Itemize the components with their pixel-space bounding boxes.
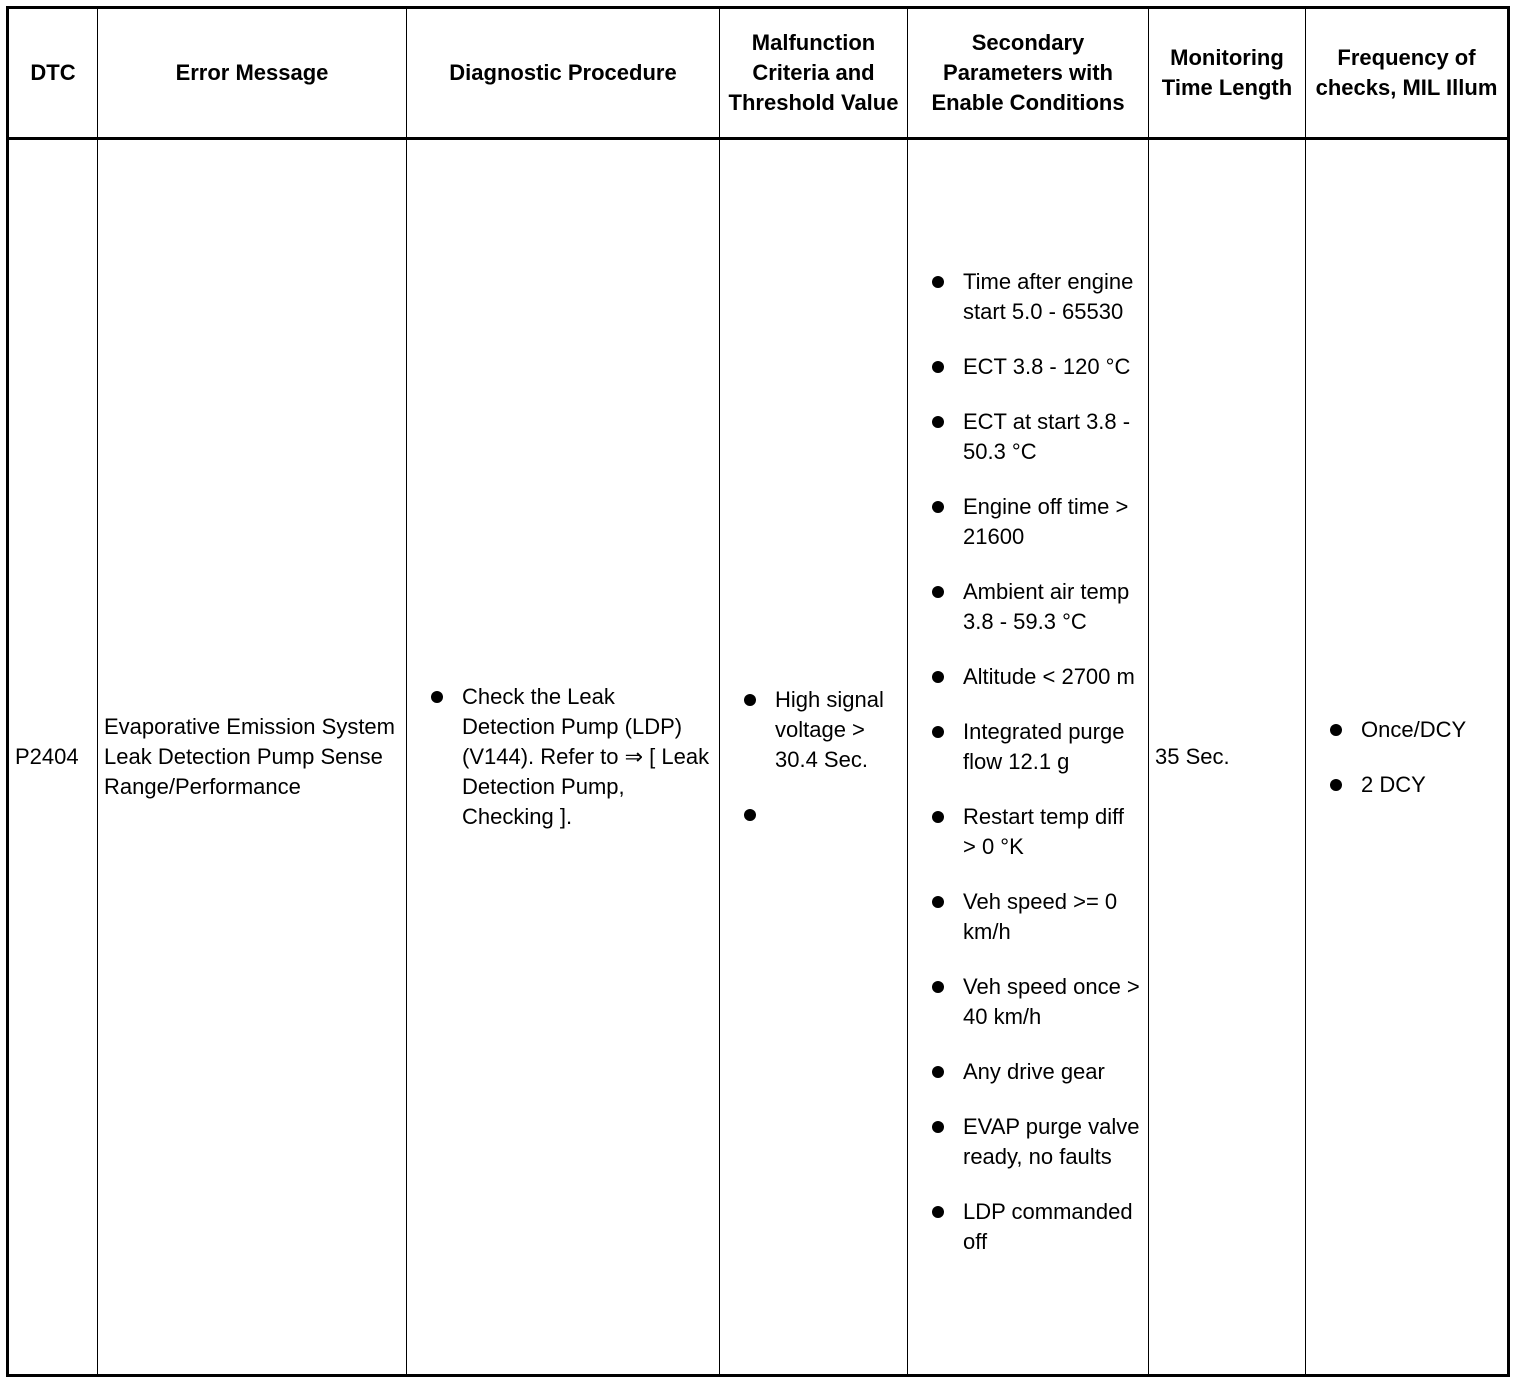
secondary-parameters-cell [908, 139, 1149, 1376]
header-error-message: Error Message [98, 8, 407, 139]
dtc-table [6, 6, 1510, 1377]
header-malfunction-criteria: Malfunction Criteria and Threshold Value [720, 8, 908, 139]
list-item [720, 800, 907, 830]
list-item: Once/DCY [1306, 715, 1507, 745]
header-dtc: DTC [8, 8, 98, 139]
list-item: 2 DCY [1306, 770, 1507, 800]
secondary-parameters-list [908, 267, 1148, 1257]
list-item: ECT 3.8 - 120 °C [908, 352, 1148, 382]
header-diagnostic-procedure: Diagnostic Procedure [407, 8, 720, 139]
list-item: Time after engine start 5.0 - 65530 [908, 267, 1148, 327]
diagnostic-procedure-list [407, 682, 719, 832]
malfunction-criteria-list [720, 685, 907, 830]
header-secondary-parameters: Secondary Parameters with Enable Conditions [908, 8, 1149, 139]
list-item: EVAP purge valve ready, no faults [908, 1112, 1148, 1172]
header-frequency: Frequency of checks, MIL Illum [1306, 8, 1509, 139]
frequency-list [1306, 715, 1507, 800]
list-item: Check the Leak Detection Pump (LDP) (V144). Refer to ⇒ [ Leak Detection Pump, Checking ]. [407, 682, 719, 832]
dtc-code: P2404 [8, 139, 98, 1376]
error-message: Evaporative Emission System Leak Detection Pump Sense Range/Performance [98, 139, 407, 1376]
list-item: Any drive gear [908, 1057, 1148, 1087]
header-monitoring-time: Monitoring Time Length [1149, 8, 1306, 139]
diagnostic-procedure-cell [407, 139, 720, 1376]
table-row [8, 139, 1509, 1376]
list-item: Ambient air temp 3.8 - 59.3 °C [908, 577, 1148, 637]
monitoring-time: 35 Sec. [1149, 139, 1306, 1376]
list-item: High signal voltage > 30.4 Sec. [720, 685, 907, 775]
list-item: Engine off time > 21600 [908, 492, 1148, 552]
list-item: Integrated purge flow 12.1 g [908, 717, 1148, 777]
list-item: Veh speed >= 0 km/h [908, 887, 1148, 947]
header-row [8, 8, 1509, 139]
list-item: LDP commanded off [908, 1197, 1148, 1257]
list-item: ECT at start 3.8 - 50.3 °C [908, 407, 1148, 467]
frequency-cell [1306, 139, 1509, 1376]
list-item: Altitude < 2700 m [908, 662, 1148, 692]
list-item: Restart temp diff > 0 °K [908, 802, 1148, 862]
malfunction-criteria-cell [720, 139, 908, 1376]
list-item: Veh speed once > 40 km/h [908, 972, 1148, 1032]
